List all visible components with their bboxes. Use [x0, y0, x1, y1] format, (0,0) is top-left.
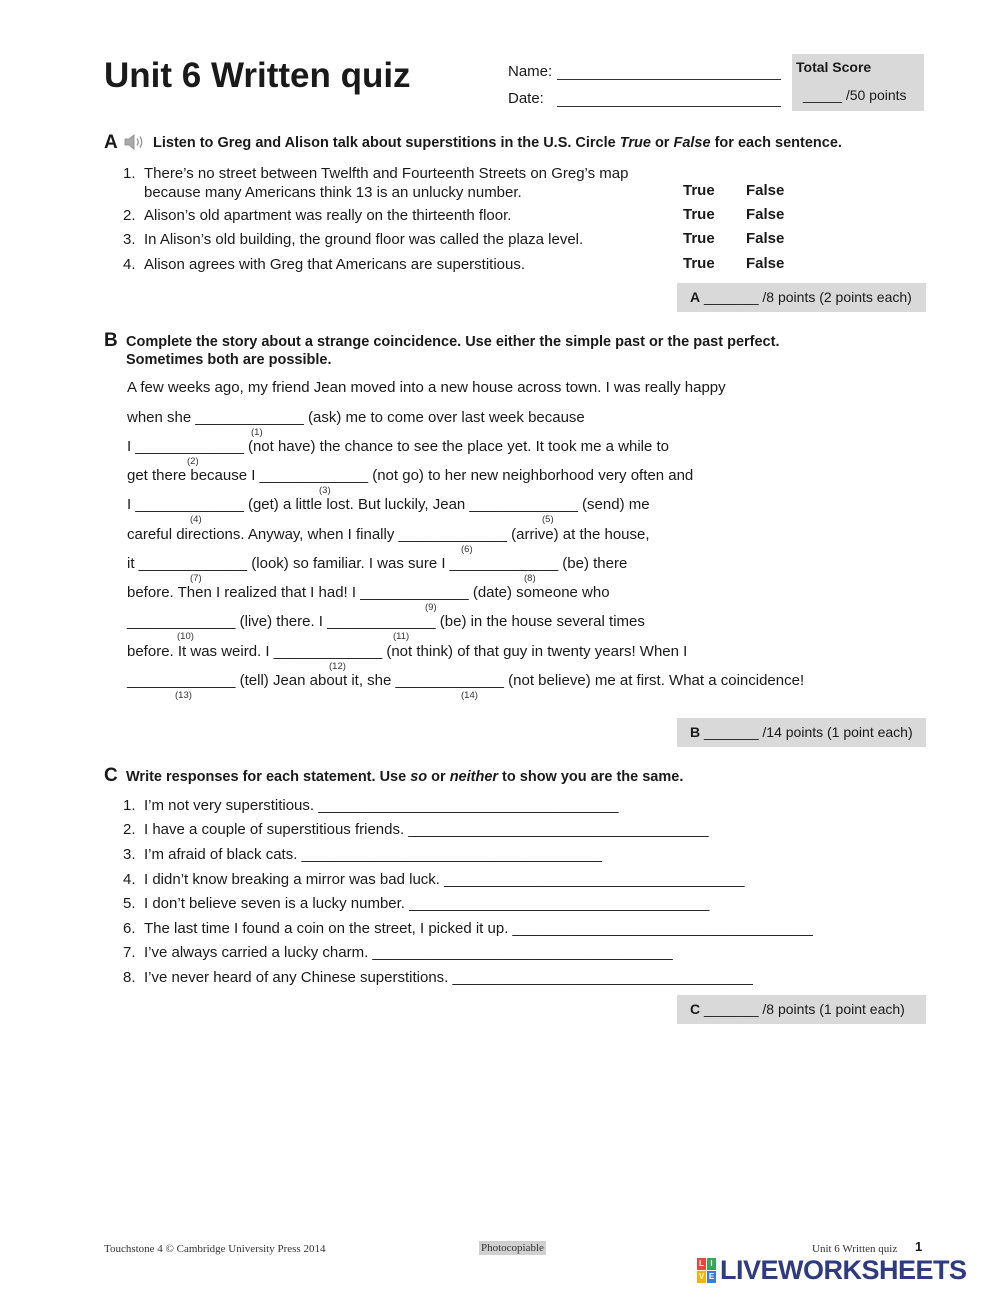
section-b-letter: B [104, 330, 118, 351]
section-b-instruction: Complete the story about a strange coincidence. Use either the simple past or the past perfect. Sometimes both are possible. [126, 334, 780, 368]
total-score-box [792, 54, 924, 111]
section-c-item-7[interactable]: 7. I’ve always carried a lucky charm. ____________________________________ [123, 944, 673, 961]
story-line-9: _____________ (live) there. I _____________ (be) in the house several times [127, 613, 645, 630]
false-option-2[interactable]: False [746, 206, 785, 223]
speaker-icon[interactable] [124, 134, 146, 155]
blank-number-11: (11) [393, 631, 410, 642]
false-option-3[interactable]: False [746, 230, 785, 247]
story-line-5: I _____________ (get) a little lost. But luckily, Jean _____________ (send) me [127, 496, 650, 513]
liveworksheets-logo-icon [697, 1258, 717, 1284]
blank-number-8: (8) [524, 573, 536, 584]
true-option-2[interactable]: True [683, 206, 715, 223]
blank-number-2: (2) [187, 456, 199, 467]
liveworksheets-brand[interactable]: LIVEWORKSHEETS [720, 1255, 967, 1285]
section-c-item-3[interactable]: 3. I’m afraid of black cats. ____________________________________ [123, 846, 602, 863]
section-a-instruction: Listen to Greg and Alison talk about superstitions in the U.S. Circle True or False for each sentence. [153, 135, 842, 151]
section-c-item-2[interactable]: 2. I have a couple of superstitious friends. ____________________________________ [123, 821, 709, 838]
story-line-8: before. Then I realized that I had! I _____________ (date) someone who [127, 584, 610, 601]
story-line-2: when she _____________ (ask) me to come over last week because [127, 409, 585, 426]
blank-number-6: (6) [461, 544, 473, 555]
page-title: Unit 6 Written quiz [104, 56, 411, 95]
blank-number-4: (4) [190, 514, 202, 525]
logo-letter-i: I [707, 1258, 716, 1270]
date-field[interactable] [557, 105, 781, 107]
story-line-3: I _____________ (not have) the chance to see the place yet. It took me a while to [127, 438, 670, 455]
footer-copyright: Touchstone 4 © Cambridge University Press 2014 [104, 1243, 326, 1255]
false-option-4[interactable]: False [746, 255, 785, 272]
story-line-7: it _____________ (look) so familiar. I was sure I _____________ (be) there [127, 555, 628, 572]
logo-letter-e: E [708, 1272, 715, 1281]
blank-number-10: (10) [177, 631, 194, 642]
section-c-letter: C [104, 765, 118, 786]
logo-letter-v: V [698, 1272, 705, 1281]
section-a-score-box: A _______ /8 points (2 points each) [677, 283, 926, 312]
section-c-item-8[interactable]: 8. I’ve never heard of any Chinese superstitions. ____________________________________ [123, 969, 753, 986]
blank-number-1: (1) [251, 427, 263, 438]
section-a-item-4: 4. Alison agrees with Greg that Americans are superstitious. [123, 256, 526, 273]
false-option-1[interactable]: False [746, 182, 785, 199]
story-line-6: careful directions. Anyway, when I finally _____________ (arrive) at the house, [127, 526, 650, 543]
blank-number-12: (12) [329, 661, 346, 672]
photocopiable-label: Photocopiable [481, 1242, 544, 1254]
true-option-3[interactable]: True [683, 230, 715, 247]
blank-number-9: (9) [425, 602, 437, 613]
story-line-10: before. It was weird. I _____________ (not think) of that guy in twenty years! When I [127, 643, 688, 660]
section-b-score-box: B _______ /14 points (1 point each) [677, 718, 926, 747]
section-c-item-4[interactable]: 4. I didn’t know breaking a mirror was bad luck. ____________________________________ [123, 871, 745, 888]
blank-number-13: (13) [175, 690, 192, 701]
section-a-letter: A [104, 132, 118, 153]
blank-number-3: (3) [319, 485, 331, 496]
blank-number-7: (7) [190, 573, 202, 584]
section-c-item-6[interactable]: 6. The last time I found a coin on the street, I picked it up. ____________________________________ [123, 920, 813, 937]
story-line-4: get there because I _____________ (not go) to her new neighborhood very often and [127, 467, 694, 484]
section-c-item-5[interactable]: 5. I don’t believe seven is a lucky number. ____________________________________ [123, 895, 710, 912]
logo-letter-l: L [697, 1258, 706, 1270]
section-c-score-box: C _______ /8 points (1 point each) [677, 995, 926, 1024]
blank-number-14: (14) [461, 690, 478, 701]
section-a-item-1: 1. There’s no street between Twelfth and Fourteenth Streets on Greg’s map because many Americans think 13 is an unlucky number. [123, 165, 629, 201]
name-label: Name: [508, 63, 553, 80]
story-line-1: A few weeks ago, my friend Jean moved into a new house across town. I was really happy [127, 379, 726, 396]
footer-page-label: Unit 6 Written quiz [812, 1243, 898, 1255]
true-option-1[interactable]: True [683, 182, 715, 199]
section-a-item-2: 2. Alison’s old apartment was really on the thirteenth floor. [123, 207, 512, 224]
section-a-item-3: 3. In Alison’s old building, the ground floor was called the plaza level. [123, 231, 584, 248]
true-option-4[interactable]: True [683, 255, 715, 272]
name-field[interactable] [557, 78, 781, 80]
story-line-11: _____________ (tell) Jean about it, she _____________ (not believe) me at first. What a coincidence! [127, 672, 805, 689]
page-number: 1 [915, 1239, 923, 1254]
blank-number-5: (5) [542, 514, 554, 525]
date-label: Date: [508, 90, 544, 107]
total-score-value: _____ /50 points [803, 87, 907, 103]
section-c-item-1[interactable]: 1. I’m not very superstitious. ____________________________________ [123, 797, 619, 814]
section-c-instruction: Write responses for each statement. Use so or neither to show you are the same. [126, 769, 684, 785]
total-score-label: Total Score [796, 59, 872, 75]
